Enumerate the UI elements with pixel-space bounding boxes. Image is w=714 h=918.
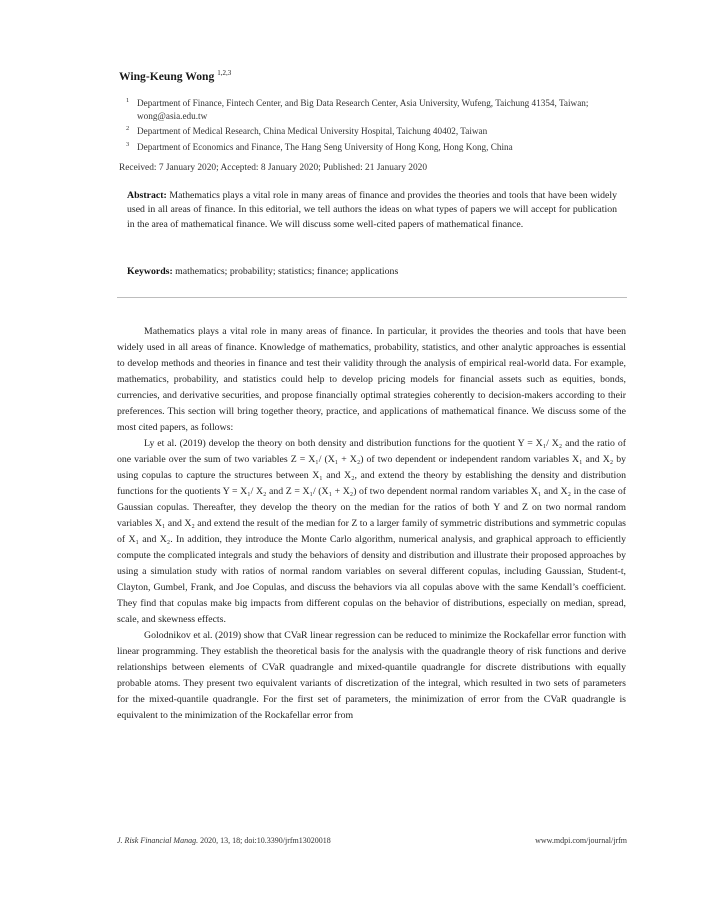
affiliation-item — [119, 97, 619, 123]
affiliations-list — [119, 97, 619, 156]
abstract-label: Abstract: — [127, 190, 167, 201]
author-line — [119, 70, 231, 83]
abstract-text: Mathematics plays a vital role in many areas of finance and provides the theories and tools that have been widely used in all areas of finance. In this editorial, we tell authors the ideas on what types of papers we will accept for publication in the area of mathematical finance. We will discuss some well-cited papers of mathematical finance. — [127, 190, 617, 230]
body-paragraph: Ly et al. (2019) develop the theory on both density and distribution functions for the quotient Y = X₁/ X₂ and the ratio of one variable over the sum of two variables Z = X₁/ (X₁ + X₂) of two dependent or independent random variables X₁ and X₂ by using copulas to capture the structures between X₁ and X₂, and extend the theory by establishing the density and distribution functions for the quotients Y = X₁/ X₂ and Z = X₁/ (X₁ + X₂) of two dependent normal random variables X₁ and X₂ in the case of Gaussian copulas. Thereafter, they develop the theory on the median for the ratios of both Y and Z on two normal random variables X₁ and X₂ and extend the result of the median for Z to a larger family of symmetric distributions and symmetric copulas of X₁ and X₂. In addition, they introduce the Monte Carlo algorithm, numerical analysis, and graphical approach to efficiently compute the complicated integrals and study the behaviors of density and distribution and illustrate their proposed approaches by using a simulation study with ratios of normal random variables on several different copulas, including Gaussian, Student-t, Clayton, Gumbel, Frank, and Joe Copulas, and discuss the behaviors via all copulas above with the same Kendall’s coefficient. They find that copulas make big impacts from different copulas on the behavior of distributions, especially on median, spread, scale, and skewness effects. — [117, 438, 626, 625]
affiliation-text: Department of Economics and Finance, The Hang Seng University of Hong Kong, Hong Kong, China — [137, 141, 513, 152]
body-paragraph: Mathematics plays a vital role in many areas of finance. In particular, it provides the theories and tools that have been widely used in all areas of finance. Knowledge of mathematics, probability, statistics, and other analytic approaches is essential to develop methods and theories in finance and test their validity through the analysis of empirical real-world data. For example, mathematics, probability, and statistics could help to develop pricing models for financial assets such as equities, bonds, currencies, and derivative securities, and propose financially optimal strategies coherently to decision-makers according to their preferences. This section will bring together theory, practice, and applications of mathematical finance. We discuss some of the most cited papers, as follows: — [117, 326, 626, 433]
abstract — [127, 189, 617, 232]
keywords-text: mathematics; probability; statistics; finance; applications — [172, 266, 399, 277]
affiliation-number: 2 — [126, 125, 130, 133]
affiliation-item — [119, 125, 619, 138]
journal-name: J. Risk Financial Manag. — [117, 836, 199, 845]
affiliation-number: 3 — [126, 140, 130, 148]
citation-details: 2020, 13, 18; doi:10.3390/jrfm13020018 — [198, 836, 331, 845]
affiliation-text: Department of Medical Research, China Medical University Hospital, Taichung 40402, Taiwan — [137, 126, 488, 137]
keywords — [127, 266, 617, 277]
publication-dates: Received: 7 January 2020; Accepted: 8 January 2020; Published: 21 January 2020 — [119, 163, 428, 173]
author-affiliation-marks: 1,2,3 — [217, 69, 232, 77]
affiliation-item — [119, 141, 619, 154]
affiliation-text: Department of Finance, Fintech Center, and Big Data Research Center, Asia University, Wufeng, Taichung 41354, Taiwan; wong@asia.edu.tw — [137, 98, 589, 122]
body-paragraph: Golodnikov et al. (2019) show that CVaR linear regression can be reduced to minimize the Rockafellar error function with linear programming. They establish the theoretical basis for the analysis with the quadrangle theory of risk functions and derive relationships between elements of CVaR quadrangle and mixed-quantile quadrangle for discrete distributions with equally probable atoms. They present two equivalent variants of discretization of the integral, which resulted in two sets of parameters for the mixed-quantile quadrangle. For the first set of parameters, the minimization of error from the CVaR quadrangle is equivalent to the minimization of the Rockafellar error from — [117, 630, 626, 721]
footer-url[interactable]: www.mdpi.com/journal/jrfm — [535, 836, 627, 845]
keywords-label: Keywords: — [127, 266, 173, 277]
footer-citation — [117, 836, 331, 845]
affiliation-number: 1 — [126, 97, 130, 104]
author-name: Wing-Keung Wong — [119, 70, 215, 83]
section-divider — [117, 297, 627, 298]
body-text — [117, 324, 626, 724]
